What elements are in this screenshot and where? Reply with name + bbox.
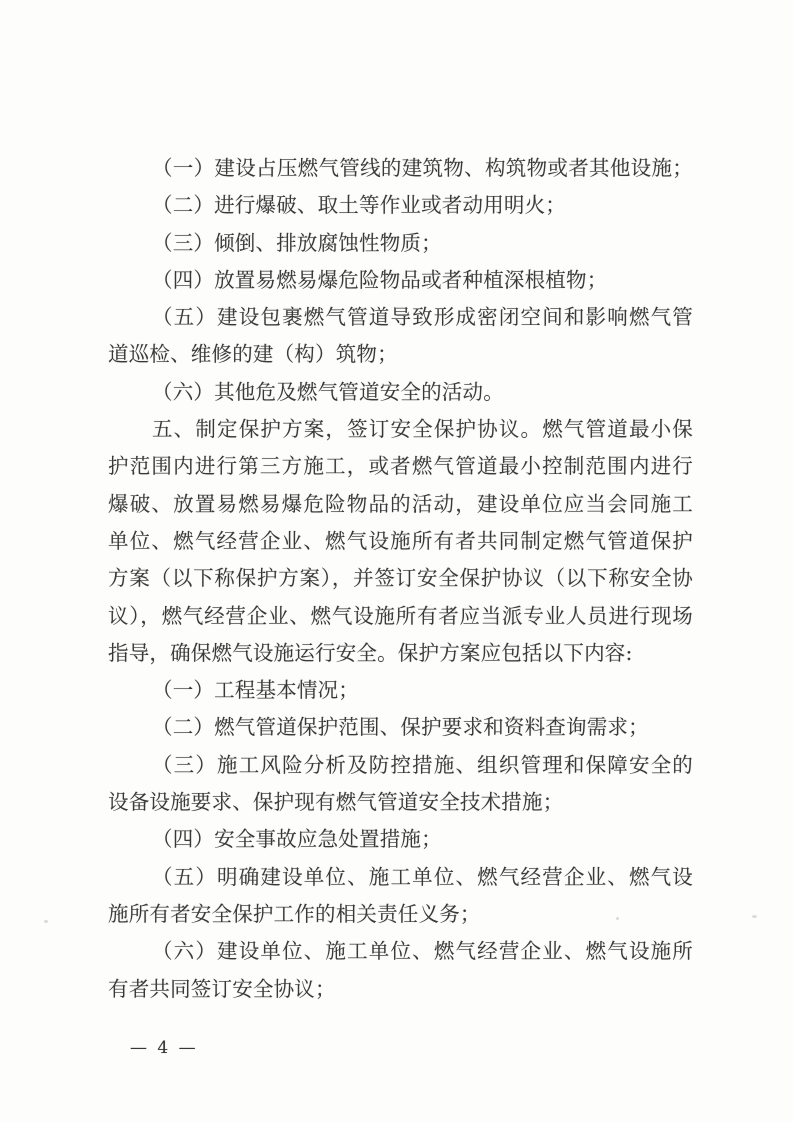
text-line: 五、制定保护方案，签订安全保护协议。燃气管道最小保 <box>152 417 693 442</box>
text-line: 施所有者安全保护工作的相关责任义务； <box>108 901 481 926</box>
text-line: 护范围内进行第三方施工，或者燃气管道最小控制范围内进行 <box>108 454 693 479</box>
text-line: （五）明确建设单位、施工单位、燃气经营企业、燃气设 <box>152 864 693 889</box>
text-line: （四）放置易燃易爆危险物品或者种植深根植物； <box>152 267 608 292</box>
text-line: 方案（以下称保护方案），并签订安全保护协议（以下称安全协 <box>108 566 693 591</box>
scan-speck <box>752 915 757 918</box>
text-line: 指导，确保燃气设施运行安全。保护方案应包括以下内容: <box>108 640 633 665</box>
text-line: （二）进行爆破、取土等作业或者动用明火； <box>152 193 566 218</box>
text-line: （四）安全事故应急处置措施； <box>152 827 442 852</box>
text-line: 道巡检、维修的建（构）筑物； <box>108 342 398 367</box>
text-line: 设备设施要求、保护现有燃气管道安全技术措施； <box>108 790 564 815</box>
text-line: （一）建设占压燃气管线的建筑物、构筑物或者其他设施； <box>152 156 693 180</box>
text-line: 单位、燃气经营企业、燃气设施所有者共同制定燃气管道保护 <box>108 528 693 553</box>
text-line: （一）工程基本情况； <box>152 678 359 703</box>
text-line: （二）燃气管道保护范围、保护要求和资料查询需求； <box>152 715 649 740</box>
text-line: 议），燃气经营企业、燃气设施所有者应当派专业人员进行现场 <box>108 603 693 628</box>
text-line: （六）建设单位、施工单位、燃气经营企业、燃气设施所 <box>152 939 693 964</box>
text-block <box>108 150 693 1008</box>
text-line: 有者共同签订安全协议； <box>108 976 336 1001</box>
text-line: （五）建设包裹燃气管道导致形成密闭空间和影响燃气管 <box>152 305 693 330</box>
text-line: 爆破、放置易燃易爆危险物品的活动，建设单位应当会同施工 <box>108 491 693 516</box>
scan-speck <box>44 920 48 923</box>
text-line: （三）施工风险分析及防控措施、组织管理和保障安全的 <box>152 752 693 777</box>
scan-speck <box>616 917 619 920</box>
text-line: （三）倾倒、排放腐蚀性物质； <box>152 230 442 255</box>
text-line: （六）其他危及燃气管道安全的活动。 <box>152 379 504 404</box>
page-number: — 4 — <box>130 1038 199 1058</box>
